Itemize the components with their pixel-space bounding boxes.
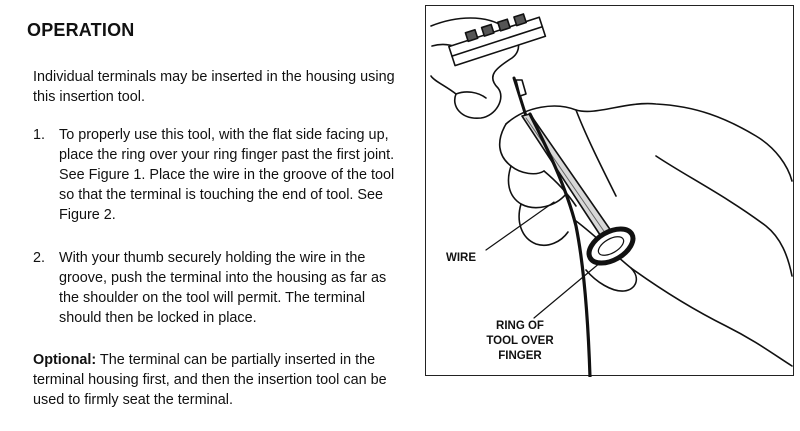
step-number: 2. bbox=[33, 250, 46, 266]
step-text: With your thumb securely holding the wire in the groove, push the terminal into the housing as far as the shoulder on the tool will permit. The terminal should then be locked in place. bbox=[59, 250, 387, 326]
wire-label: WIRE bbox=[446, 252, 477, 264]
palm-line bbox=[631, 268, 792, 366]
step-text: To properly use this tool, with the flat side facing up, place the ring over your ring finger past the first joint. See Figure 1. Place the wire in the groove of the tool so that the terminal is touching the end of tool. See Figure 2. bbox=[59, 127, 395, 223]
step-number: 1. bbox=[33, 127, 46, 143]
step-item bbox=[33, 125, 405, 225]
optional-text: The terminal can be partially inserted in the terminal housing first, and then the insertion tool can be used to firmly seat the terminal. bbox=[33, 352, 387, 408]
middle-finger bbox=[519, 204, 568, 245]
ring-leader-line bbox=[534, 262, 601, 318]
palm-line bbox=[656, 156, 792, 276]
upper-finger-line bbox=[456, 92, 486, 98]
terminal-pin bbox=[514, 78, 526, 116]
knuckle-line bbox=[576, 110, 616, 196]
step-item bbox=[33, 248, 405, 328]
intro-paragraph: Individual terminals may be inserted in the housing using this insertion tool. bbox=[33, 69, 395, 105]
optional-label: Optional: bbox=[33, 352, 97, 368]
ring-label: RING OF TOOL OVER FINGER bbox=[486, 320, 554, 362]
insertion-tool bbox=[522, 114, 616, 244]
optional-note bbox=[33, 350, 405, 410]
section-heading: OPERATION bbox=[27, 20, 135, 40]
